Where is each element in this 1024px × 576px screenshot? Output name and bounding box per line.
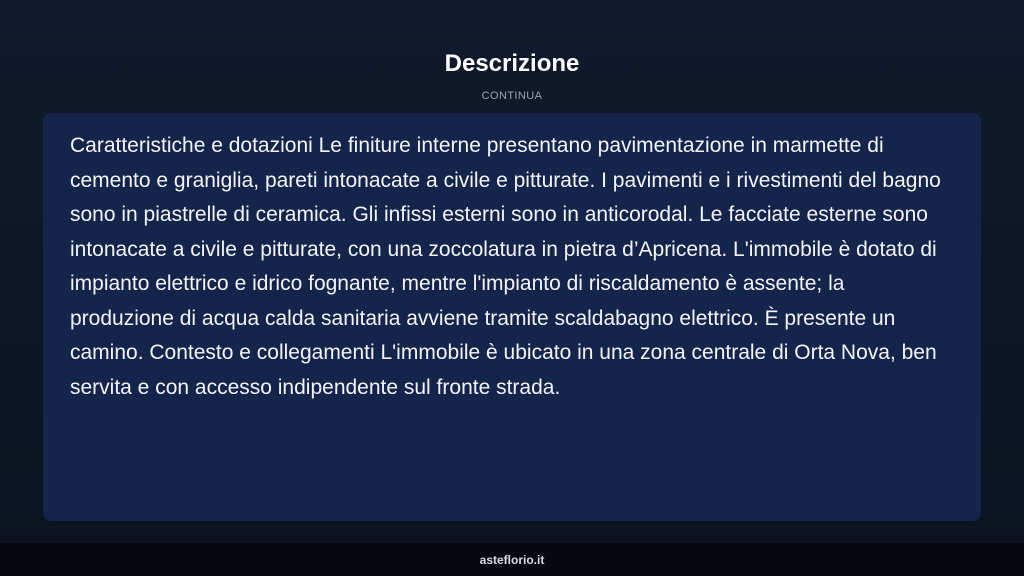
description-card [43, 113, 981, 521]
description-text: Caratteristiche e dotazioni Le finiture interne presentano pavimentazione in marmette di cemento e graniglia, pareti intonacate a civile e pitturate. I pavimenti e i rivestimenti del bagno sono in piastrelle di ceramica. Gli infissi esterni sono in anticorodal. Le facciate esterne sono intonacate a civile e pitturate, con una zoccolatura in pietra d’Apricena. L'immobile è dotato di impianto elettrico e idrico fognante, mentre l'impianto di riscaldamento è assente; la produzione di acqua calda sanitaria avviene tramite scaldabagno elettrico. È presente un camino. Contesto e collegamenti L'immobile è ubicato in una zona centrale di Orta Nova, ben servita e con accesso indipendente sul fronte strada. [70, 134, 941, 399]
footer-bar [0, 543, 1024, 576]
page-title: Descrizione [444, 50, 580, 77]
footer-brand: asteflorio.it [479, 553, 545, 567]
continua-label: CONTINUA [481, 90, 543, 102]
page-header [0, 50, 1024, 103]
